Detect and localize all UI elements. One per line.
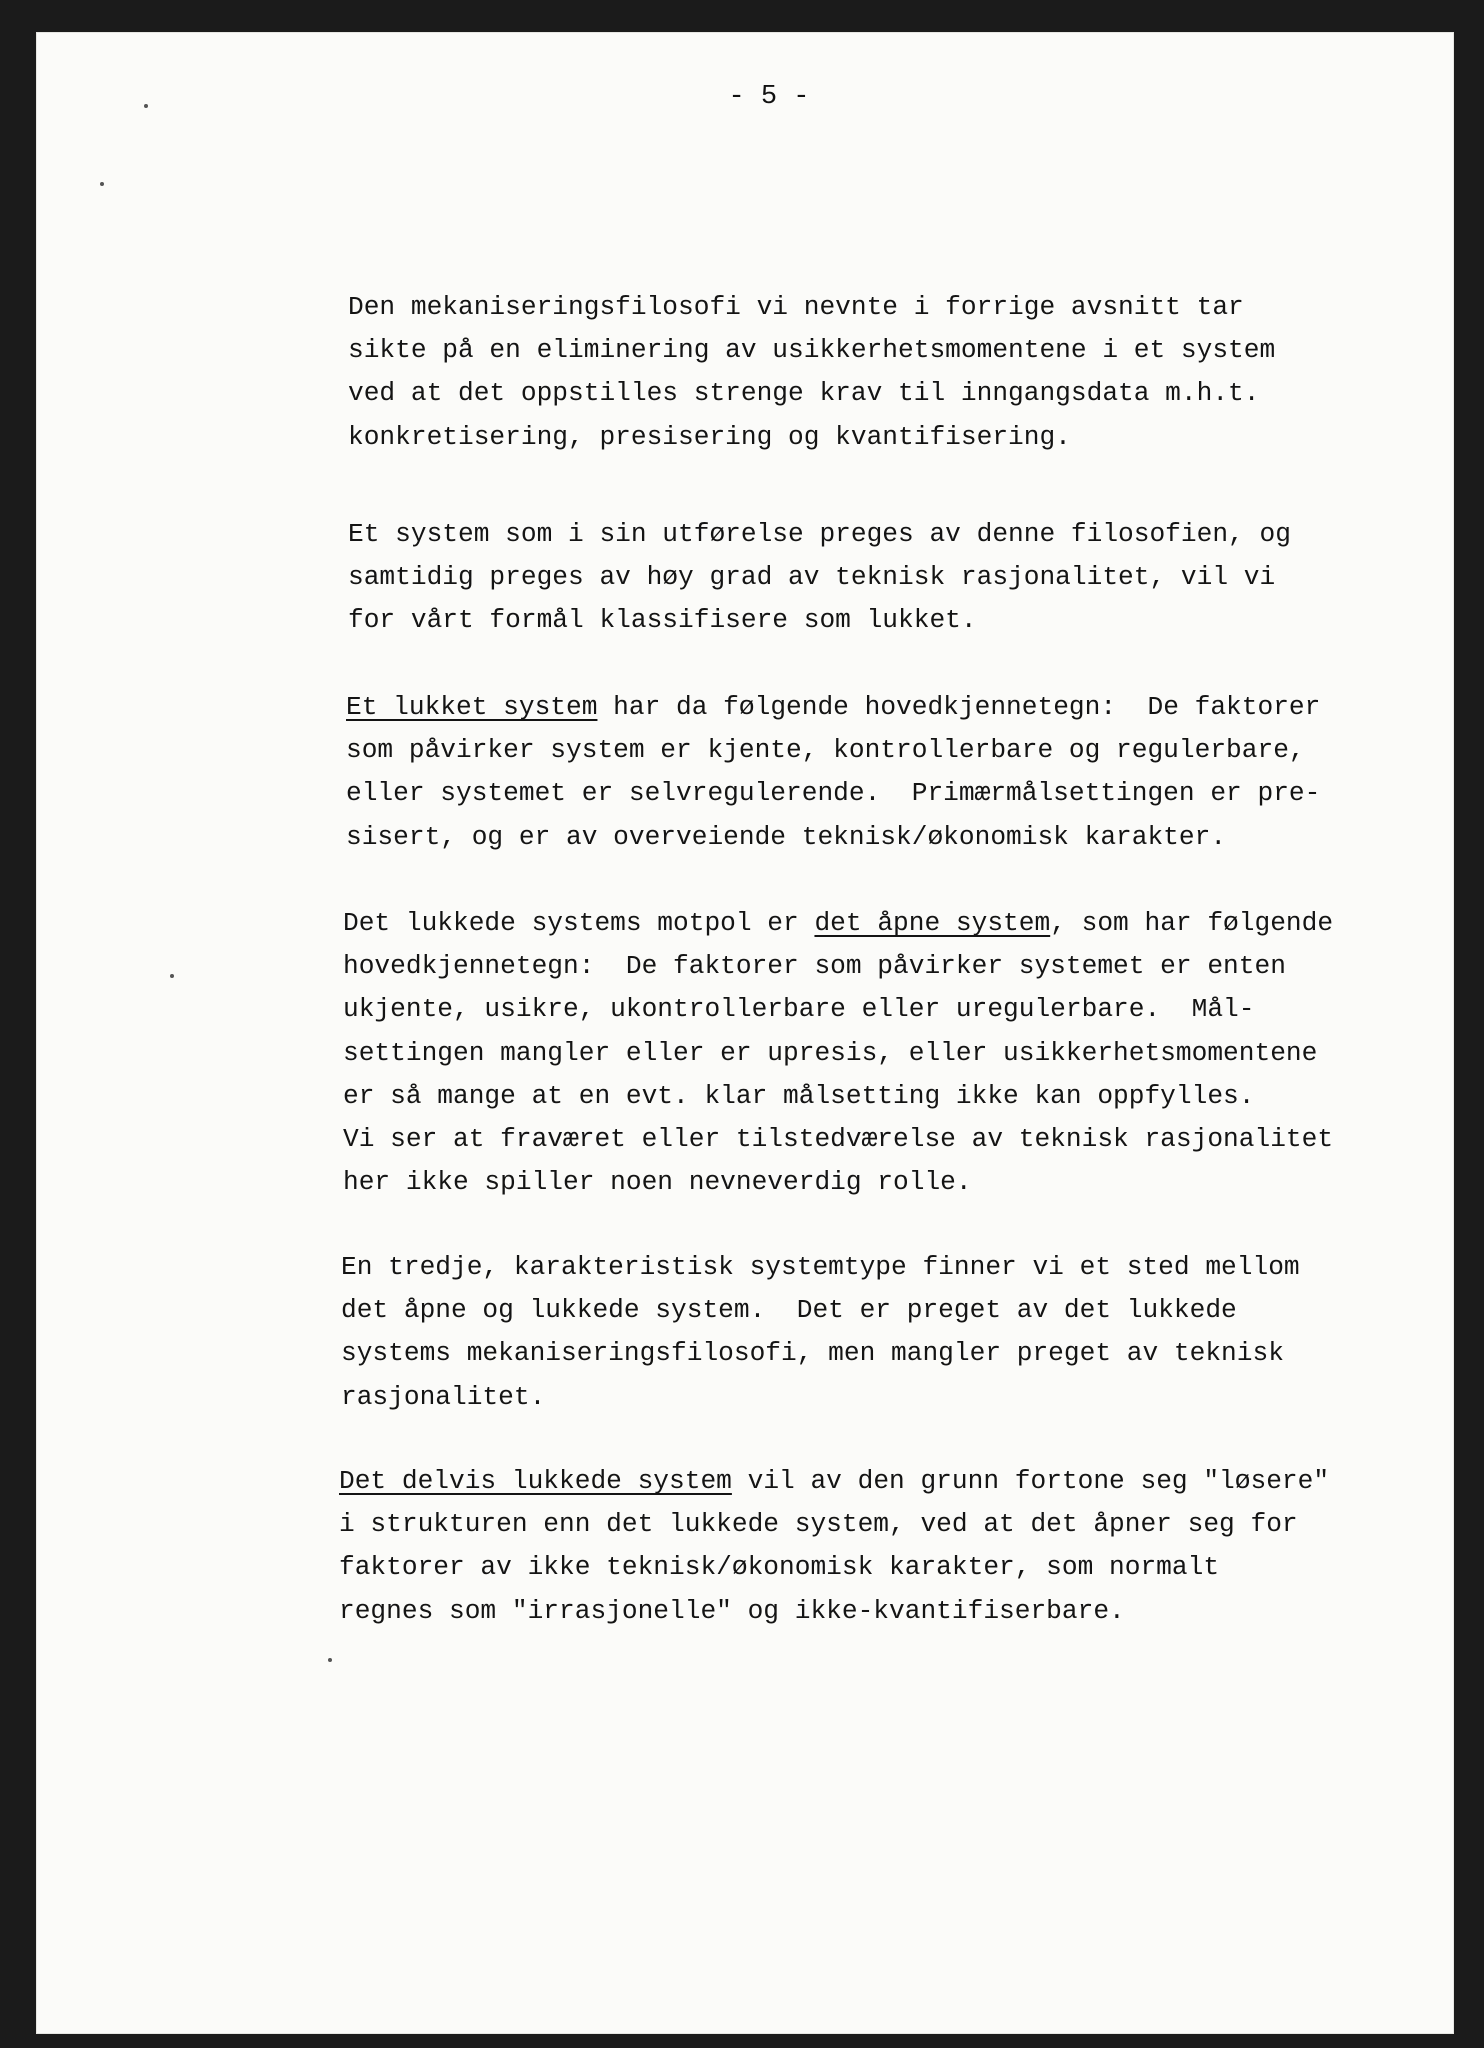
underlined-term: Et lukket system [346,692,598,722]
text-line [339,1590,1329,1633]
text-line [339,1546,1329,1589]
text-line [343,1032,1333,1075]
text-line [343,945,1333,988]
text-segment: Det lukkede systems motpol er [343,908,815,938]
text-segment: hovedkjennetegn: De faktorer som påvirker systemet er enten [343,951,1286,982]
text-segment: systems mekaniseringsfilosofi, men mangler preget av teknisk [341,1338,1284,1369]
text-line [339,1460,1329,1503]
text-segment: , som har følgende [1050,908,1334,938]
document-page [36,32,1454,2034]
text-line [343,902,1333,945]
text-segment: faktorer av ikke teknisk/økonomisk karakter, som normalt [339,1552,1220,1583]
text-segment: sikte på en eliminering av usikkerhetsmomentene i et system [348,335,1276,366]
text-line [341,1376,1300,1419]
paragraph-closed-system-definition [346,686,1320,859]
text-segment: for vårt formål klassifisere som lukket. [348,605,977,636]
text-line [348,416,1275,459]
text-segment: eller systemet er selvregulerende. Primærmålsettingen er pre- [346,778,1321,809]
text-segment: i strukturen enn det lukkede system, ved at det åpner seg for [339,1509,1298,1540]
text-segment: ved at det oppstilles strenge krav til inngangsdata m.h.t. [348,378,1260,409]
text-line [346,816,1320,859]
text-line [348,372,1275,415]
text-segment: samtidig preges av høy grad av teknisk rasjonalitet, vil vi [348,562,1276,593]
text-segment: har da følgende hovedkjennetegn: De faktorer [597,692,1321,722]
paragraph-mechanization-philosophy [348,286,1275,459]
text-line [343,1161,1333,1204]
text-line [341,1246,1300,1289]
text-line [348,599,1291,642]
text-line [346,686,1320,729]
text-line [346,729,1320,772]
text-line [348,513,1291,556]
text-segment: En tredje, karakteristisk systemtype finner vi et sted mellom [341,1252,1300,1282]
text-segment: som påvirker system er kjente, kontrollerbare og regulerbare, [346,735,1305,766]
text-line [339,1503,1329,1546]
paragraph-partially-closed-system [339,1460,1329,1633]
text-segment: ukjente, usikre, ukontrollerbare eller uregulerbare. Mål- [343,994,1255,1025]
scan-speck [144,104,148,108]
text-segment: sisert, og er av overveiende teknisk/økonomisk karakter. [346,821,1227,852]
text-segment: det åpne og lukkede system. Det er preget av det lukkede [341,1295,1237,1326]
text-line [343,988,1333,1031]
paragraph-third-system-type [341,1246,1300,1419]
text-line [348,556,1291,599]
text-line [343,1118,1333,1161]
paragraph-closed-classification [348,513,1291,643]
scan-speck [170,974,174,978]
text-line [343,1075,1333,1118]
text-line [341,1289,1300,1332]
text-segment: Vi ser at fraværet eller tilstedværelse av teknisk rasjonalitet [343,1123,1334,1154]
underlined-term: det åpne system [814,908,1051,938]
text-segment: settingen mangler eller er upresis, eller usikkerhetsmomentene [343,1037,1318,1068]
text-line [341,1332,1300,1375]
page-number: - 5 - [728,82,810,112]
text-segment: Den mekaniseringsfilosofi vi nevnte i forrige avsnitt tar [348,292,1244,322]
text-segment: vil av den grunn fortone seg "løsere" [731,1466,1330,1496]
scan-speck [100,182,104,186]
text-segment: Et system som i sin utførelse preges av denne filosofien, og [348,519,1291,549]
text-segment: rasjonalitet. [341,1381,546,1412]
text-segment: konkretisering, presisering og kvantifisering. [348,421,1071,452]
scan-speck [328,1658,332,1662]
text-line [348,286,1275,329]
text-segment: her ikke spiller noen nevneverdig rolle. [343,1167,972,1198]
paragraph-open-system-definition [343,902,1333,1204]
text-segment: regnes som "irrasjonelle" og ikke-kvantifiserbare. [339,1595,1125,1626]
text-segment: er så mange at en evt. klar målsetting ikke kan oppfylles. [343,1080,1255,1111]
text-line [346,772,1320,815]
text-line [348,329,1275,372]
underlined-term: Det delvis lukkede system [339,1466,732,1496]
